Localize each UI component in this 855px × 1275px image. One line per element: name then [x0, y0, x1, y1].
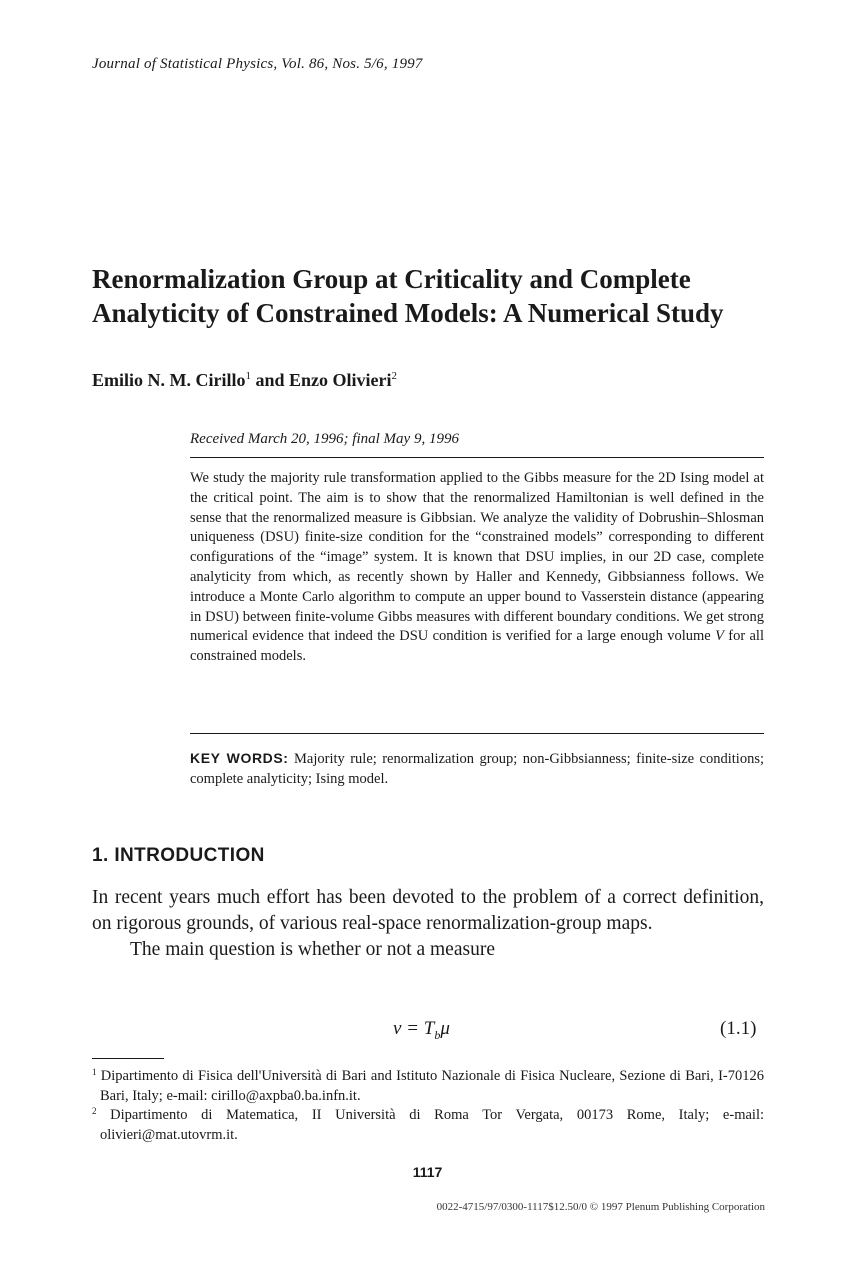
author-footnote-mark-1: 1: [245, 370, 251, 382]
article-title: Renormalization Group at Criticality and Complete Analyticity of Constrained Models: A Numerical Study: [92, 264, 724, 328]
author-connector: and: [250, 370, 290, 390]
footnotes: [92, 1067, 764, 1145]
keywords: [190, 748, 764, 789]
author-footnote-mark-2: 2: [391, 370, 398, 382]
page-number: 1117: [412, 1164, 443, 1180]
abstract-text: We study the majority rule transformation applied to the Gibbs measure for the 2D Ising model at the critical point. The aim is to show that the renormalized Hamiltonian is well defined in the sense that the renormalized measure is Gibbsian. We analyze the validity of Dobrushin–Shlosman uniqueness (DSU) finite-size condition for the “constrained models” corresponding to different configurations of the “image” system. It is known that DSU implies, in our 2D case, complete analyticity from which, as recently shown by Haller and Kennedy, Gibbsianness follows. We introduce a Monte Carlo algorithm to compute an upper bound to Vasserstein distance (appearing in DSU) between finite-volume Gibbs measures with different boundary conditions. We get strong numerical evidence that indeed the DSU condition is verified for a large enough volume: [190, 470, 764, 645]
journal-header: Journal of Statistical Physics, Vol. 86, Nos. 5/6, 1997: [92, 56, 423, 72]
abstract: [190, 469, 764, 667]
abstract-bottom-rule: [190, 733, 764, 734]
introduction-paragraph-2: The main question is whether or not a measure: [130, 939, 495, 960]
introduction-paragraph-1: In recent years much effort has been devoted to the problem of a correct definition, on rigorous grounds, of various real-space renormalization-group maps.: [92, 887, 764, 934]
footnote-1-mark: 1: [92, 1067, 97, 1077]
section-heading-introduction: 1. INTRODUCTION: [92, 845, 265, 866]
author-cirillo: Emilio N. M. Cirillo: [92, 370, 246, 390]
volume-symbol: V: [715, 628, 724, 645]
author-olivieri: Enzo Olivieri: [289, 370, 392, 390]
equation-lhs: ν = T: [393, 1018, 435, 1039]
abstract-top-rule: [190, 457, 764, 458]
copyright-line: 0022-4715/97/0300-1117$12.50/0 © 1997 Plenum Publishing Corporation: [436, 1201, 765, 1213]
footnote-2: [92, 1106, 764, 1145]
equation-rhs: μ: [440, 1018, 450, 1039]
footnote-2-mark: 2: [92, 1106, 97, 1116]
equation-1-1: [393, 1018, 450, 1043]
footnote-1-text: Dipartimento di Fisica dell'Università di Bari and Istituto Nazionale di Fisica Nucleare, Sezione di Bari, I-70126 Bari, Italy; e-mail: cirillo@axpba0.ba.infn.it.: [96, 1068, 764, 1104]
author-line: [92, 370, 397, 391]
received-dates: Received March 20, 1996; final May 9, 1996: [190, 431, 459, 447]
footnote-2-text: Dipartimento di Matematica, II Università di Roma Tor Vergata, 00173 Rome, Italy; e-mail: olivieri@mat.utovrm.it.: [96, 1107, 764, 1143]
footnote-1: [92, 1067, 764, 1106]
footnote-rule: [92, 1058, 164, 1059]
introduction-body: [92, 885, 764, 963]
keywords-text: Majority rule; renormalization group; non-Gibbsianness; finite-size conditions; complete analyticity; Ising model.: [190, 751, 764, 787]
equation-number: (1.1): [720, 1018, 757, 1039]
abstract-text-end: for all constrained models.: [190, 628, 764, 665]
equation-subscript: b: [434, 1027, 441, 1042]
keywords-label: KEY WORDS:: [190, 750, 289, 766]
